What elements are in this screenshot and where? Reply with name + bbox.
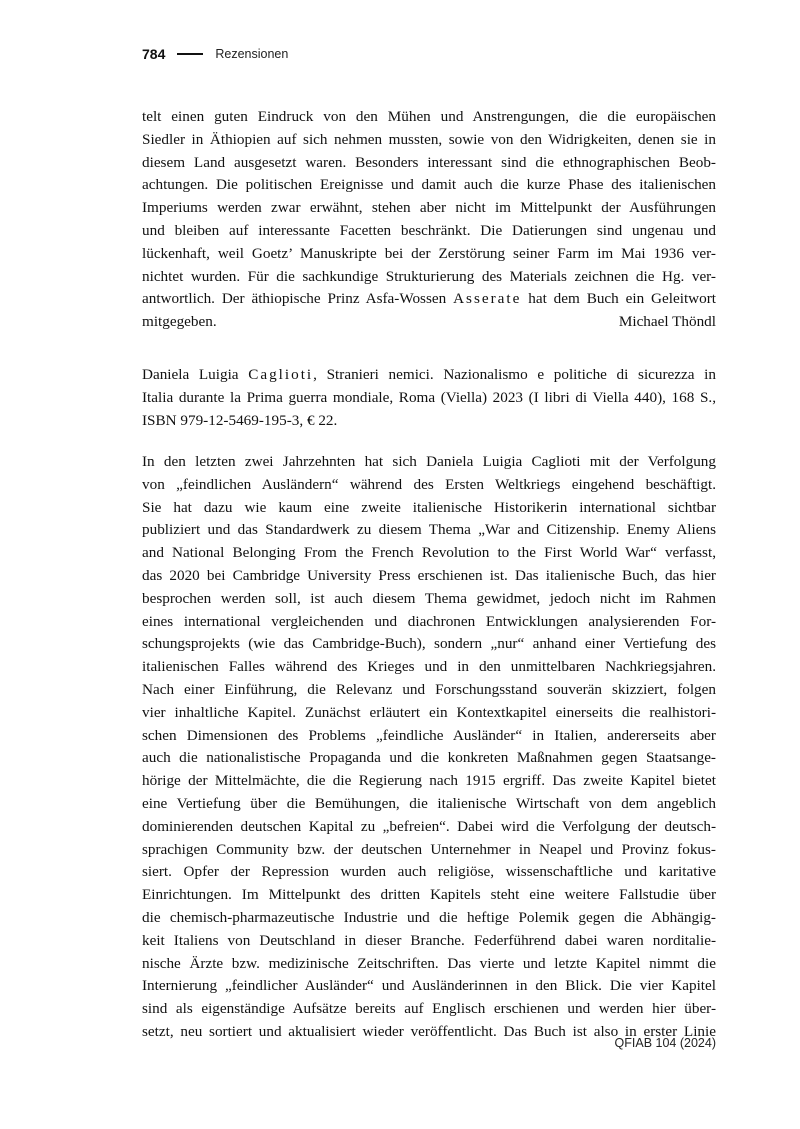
text-line: von „feindlichen Ausländern“ während des Ersten Weltkriegs eingehend beschäftigt. xyxy=(142,475,716,493)
text-line: schen Dimensionen des Problems „feindliche Ausländer“ in Italien, andererseits aber xyxy=(142,726,716,744)
citation-line xyxy=(142,364,716,387)
text-line: eine Vertiefung über die Bemühungen, die italienische Wirtschaft von dem angeblich xyxy=(142,794,716,812)
signature-line xyxy=(142,311,716,334)
review-body xyxy=(142,451,716,1044)
text-line: sprachigen Community bzw. der deutschen Unternehmer in Neapel und Provinz fokus- xyxy=(142,840,716,858)
text-line: In den letzten zwei Jahrzehnten hat sich Daniela Luigia Caglioti mit der Verfolgung xyxy=(142,453,716,470)
text-line: and National Belonging From the French Revolution to the First World War“ verfasst, xyxy=(142,544,716,562)
text-line: sind als eigenständige Aufsätze bereits auf Englisch erschienen und werden hier über- xyxy=(142,1000,716,1018)
text-line: und bleiben auf interessante Facetten beschränkt. Die Datierungen sind ungenau und xyxy=(142,221,716,239)
text-line: italienischen Falles während des Krieges und in den unmittelbaren Nachkriegsjahren. xyxy=(142,658,716,676)
text-line: Sie hat dazu wie kaum eine zweite italienische Historikerin international sichtbar xyxy=(142,498,716,516)
final-text: mitgegeben. xyxy=(142,313,217,331)
citation-author-first: Daniela Luigia xyxy=(142,366,249,383)
text-line: schungsprojekts (wie das Cambridge-Buch), sondern „nur“ anhand einer Vertiefung des xyxy=(142,635,716,653)
text-line: nische Ärzte bzw. medizinische Zeitschriften. Das vierte und letzte Kapitel nimmt die xyxy=(142,954,716,972)
text-line: vier inhaltliche Kapitel. Zunächst erläutert ein Kontextkapitel einerseits die realhistori- xyxy=(142,703,716,721)
text-line: telt einen guten Eindruck von den Mühen und Anstrengungen, die die europäischen xyxy=(142,108,716,125)
text-line: hörige der Mittelmächte, die die Regierung nach 1915 ergriff. Das zweite Kapitel bietet xyxy=(142,772,716,790)
text-line: lückenhaft, weil Goetz’ Manuskripte bei der Zerstörung seiner Farm im Mai 1936 ver- xyxy=(142,244,716,262)
text-line: eines international vergleichenden und diachronen Entwicklungen analysierenden For- xyxy=(142,612,716,630)
text-line: achtungen. Die politischen Ereignisse und damit auch die kurze Phase des italienischen xyxy=(142,176,716,194)
running-header xyxy=(142,44,288,64)
text-line: auch die nationalistische Propaganda und die konkreten Maßnahmen gegen Staatsange- xyxy=(142,749,716,767)
text-line: keit Italiens von Deutschland in dieser Branche. Federführend dabei waren norditalie- xyxy=(142,931,716,949)
book-citation xyxy=(142,364,716,432)
text-line: dominierenden deutschen Kapital zu „befreien“. Dabei wird die Verfolgung der deutsch- xyxy=(142,817,716,835)
text-line: Einrichtungen. Im Mittelpunkt des dritten Kapitels steht eine weitere Fallstudie über xyxy=(142,886,716,904)
text-line: diesem Land ausgesetzt waren. Besonders interessant sind die ethnographischen Beob- xyxy=(142,153,716,171)
text-line: nichtet wurden. Für die sachkundige Strukturierung des Materials zeichnen die Hg. ver- xyxy=(142,267,716,285)
text-line: die chemisch-pharmazeutische Industrie und die heftige Polemik gegen die Abhängig- xyxy=(142,908,716,926)
text-line: Internierung „feindlicher Ausländer“ und Ausländerinnen in den Blick. Die vier Kapitel xyxy=(142,977,716,995)
section-name: Rezensionen xyxy=(215,47,289,61)
text-line xyxy=(142,288,716,311)
text-line: publiziert und das Standardwerk zu diesem Thema „War and Citizenship. Enemy Aliens xyxy=(142,521,716,539)
text-line: besprochen werden soll, ist auch diesem Thema gewidmet, jedoch nicht im Rahmen xyxy=(142,589,716,607)
citation-author-last: Caglioti xyxy=(248,366,314,383)
text-fragment: hat dem Buch ein Geleitwort xyxy=(521,290,716,308)
text-line: setzt, neu sortiert und aktualisiert wieder veröffentlicht. Das Buch ist also in erster Linie xyxy=(142,1022,716,1040)
spaced-name: Asserate xyxy=(453,290,522,308)
text-line: siert. Opfer der Repression wurden auch religiöse, wissenschaftliche und karitative xyxy=(142,863,716,881)
reviewer-name: Michael Thöndl xyxy=(618,313,716,331)
text-line: das 2020 bei Cambridge University Press erschienen ist. Das italienische Buch, das hier xyxy=(142,566,716,584)
text-line: Siedler in Äthiopien auf sich nehmen mussten, sowie von den Widrigkeiten, denen sie in xyxy=(142,130,716,148)
citation-title: , Stranieri nemici. Nazionalismo e politiche di sicurezza in xyxy=(313,366,716,383)
text-line: Imperiums werden zwar erwähnt, stehen aber nicht im Mittelpunkt der Ausführungen xyxy=(142,199,716,217)
header-rule xyxy=(177,53,203,55)
journal-footer: QFIAB 104 (2024) xyxy=(614,1036,716,1050)
page-number: 784 xyxy=(142,46,166,62)
previous-review-ending xyxy=(142,106,716,334)
citation-line: Italia durante la Prima guerra mondiale, Roma (Viella) 2023 (I libri di Viella 440), 168 S., xyxy=(142,388,716,406)
text-fragment: antwortlich. Der äthiopische Prinz Asfa-Wossen xyxy=(142,290,454,308)
citation-line: ISBN 979-12-5469-195-3, € 22. xyxy=(142,411,338,429)
text-line: Nach einer Einführung, die Relevanz und Forschungsstand souverän skizziert, folgen xyxy=(142,680,716,698)
